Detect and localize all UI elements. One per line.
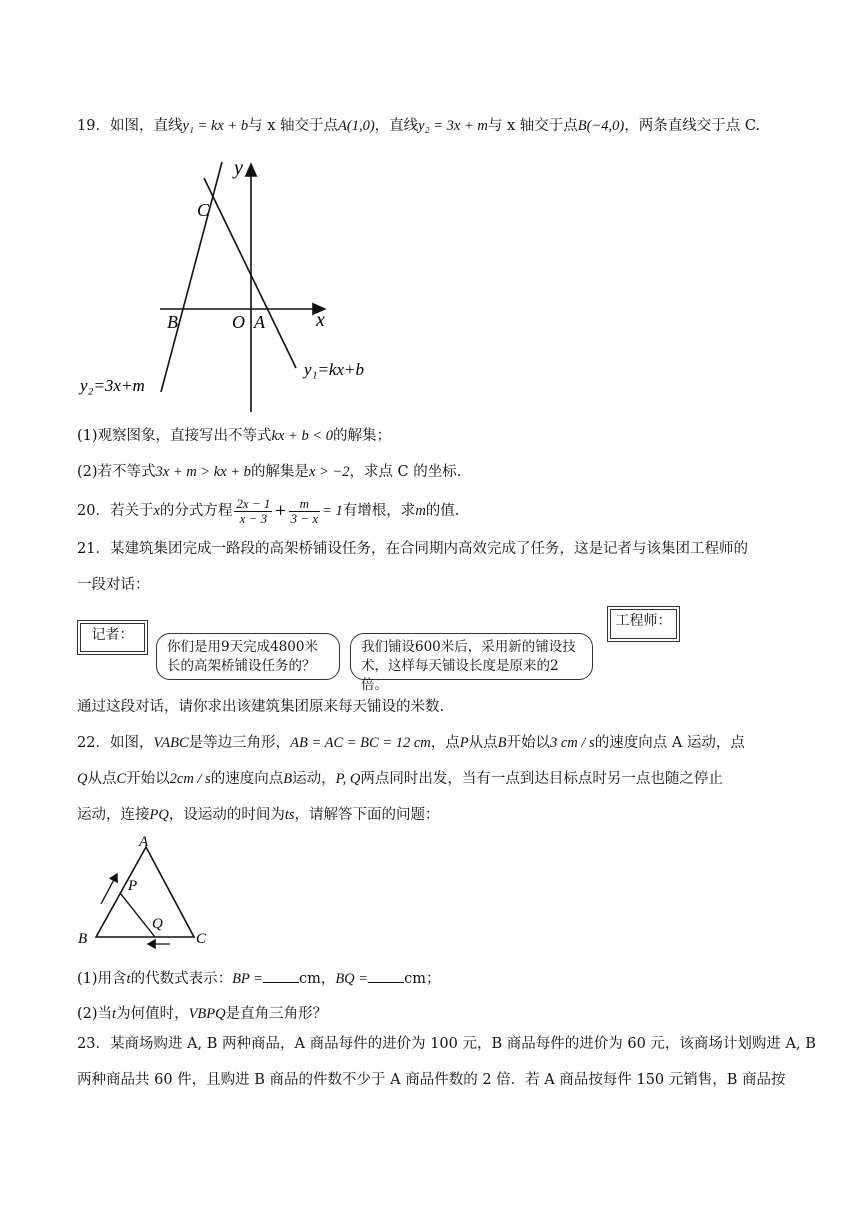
q19-y2-expr: y₂ = 3x + m — [418, 118, 488, 134]
q22-line2: Q从点C开始以2cm / s的速度向点B运动，P, Q两点同时出发，当有一点到达目标点时另一点也随之停止 — [77, 771, 723, 787]
q21-ask: 通过这段对话，请你求出该建筑集团原来每天铺设的米数. — [77, 699, 445, 715]
q22-line3: 运动，连接PQ，设运动的时间为ts，请解答下面的问题： — [77, 807, 440, 823]
bp-answer-blank[interactable] — [263, 968, 299, 983]
arrow-p — [101, 874, 117, 904]
segment-pq — [120, 893, 155, 937]
label-c: C — [197, 200, 210, 220]
reporter-bubble: 你们是用9天完成4800米 长的高架桥铺设任务的？ — [156, 633, 340, 680]
reporter-label-box — [77, 620, 148, 655]
q23-line2: 两种商品共 60 件，且购进 B 商品的件数不少于 A 商品件数的 2 倍．若 A 商品按每件 150 元销售，B 商品按 — [77, 1072, 786, 1088]
q19-part1: (1)观察图象，直接写出不等式kx + b < 0的解集； — [77, 428, 391, 444]
q19-point-b: B(−4,0) — [577, 118, 625, 134]
q23-line1: 23．某商场购进 A, B 两种商品，A 商品每件的进价为 100 元，B 商品每件的进价为 60 元，该商场计划购进 A, B — [77, 1036, 816, 1052]
q21-line2: 一段对话： — [77, 577, 150, 593]
label-line1: y₁=kx+b — [304, 360, 364, 379]
tri-label-p: P — [128, 878, 138, 894]
q19-part2: (2)若不等式3x + m > kx + b的解集是x > −2，求点 C 的坐标. — [77, 464, 462, 480]
tri-label-c: C — [196, 931, 207, 947]
q22-part1: (1)用含t的代数式表示：BP = cm，BQ = cm； — [77, 968, 440, 989]
q19-y1-expr: y₁ = kx + b — [182, 118, 249, 134]
q19-figure — [70, 150, 390, 420]
q20: 20．若关于x的分式方程 $\frac{2x - 1}{x - 3}$ + $\frac{m}{3 - x}$ = 1有增根，求m的值. — [77, 495, 460, 526]
label-x: x — [316, 309, 325, 331]
q19-point-a: A(1,0) — [338, 118, 375, 134]
reporter-label: 记者： — [80, 623, 145, 652]
q22-line1: 22．如图，VABC是等边三角形，AB = AC = BC = 12 cm，点P从点B开始以3 cm / s的速度向点 A 运动，点 — [77, 735, 745, 751]
q22-triangle-figure — [74, 830, 224, 950]
bq-answer-blank[interactable] — [368, 968, 404, 983]
tri-label-a: A — [139, 834, 149, 850]
label-b: B — [167, 312, 178, 332]
tri-label-q: Q — [152, 916, 163, 932]
fraction-1: $\frac{2x - 1}{x - 3}$ — [236, 495, 271, 526]
line-y1 — [204, 178, 296, 368]
label-line2: y₂=3x+m — [80, 376, 145, 395]
label-a: A — [254, 312, 265, 332]
tri-label-b: B — [78, 931, 88, 947]
q21-line1: 21．某建筑集团完成一路段的高架桥铺设任务，在合同期内高效完成了任务，这是记者与该集团工程师的 — [77, 541, 748, 557]
q22-part2: (2)当t为何值时，VBPQ是直角三角形？ — [77, 1006, 328, 1022]
label-y: y — [234, 157, 243, 179]
engineer-label: 工程师： — [610, 609, 677, 639]
fraction-2: $\frac{m}{3 - x}$ — [290, 495, 319, 526]
engineer-label-box — [607, 606, 680, 642]
q19-intro: 19．如图，直线y₁ = kx + b与 x 轴交于点A(1,0)，直线y₂ = 3x + m与 x 轴交于点B(−4,0)，两条直线交于点 C. — [77, 118, 761, 134]
label-o: O — [232, 312, 245, 332]
engineer-bubble: 我们铺设600米后，采用新的铺设技 术，这样每天铺设长度是原来的2倍。 — [350, 633, 593, 680]
